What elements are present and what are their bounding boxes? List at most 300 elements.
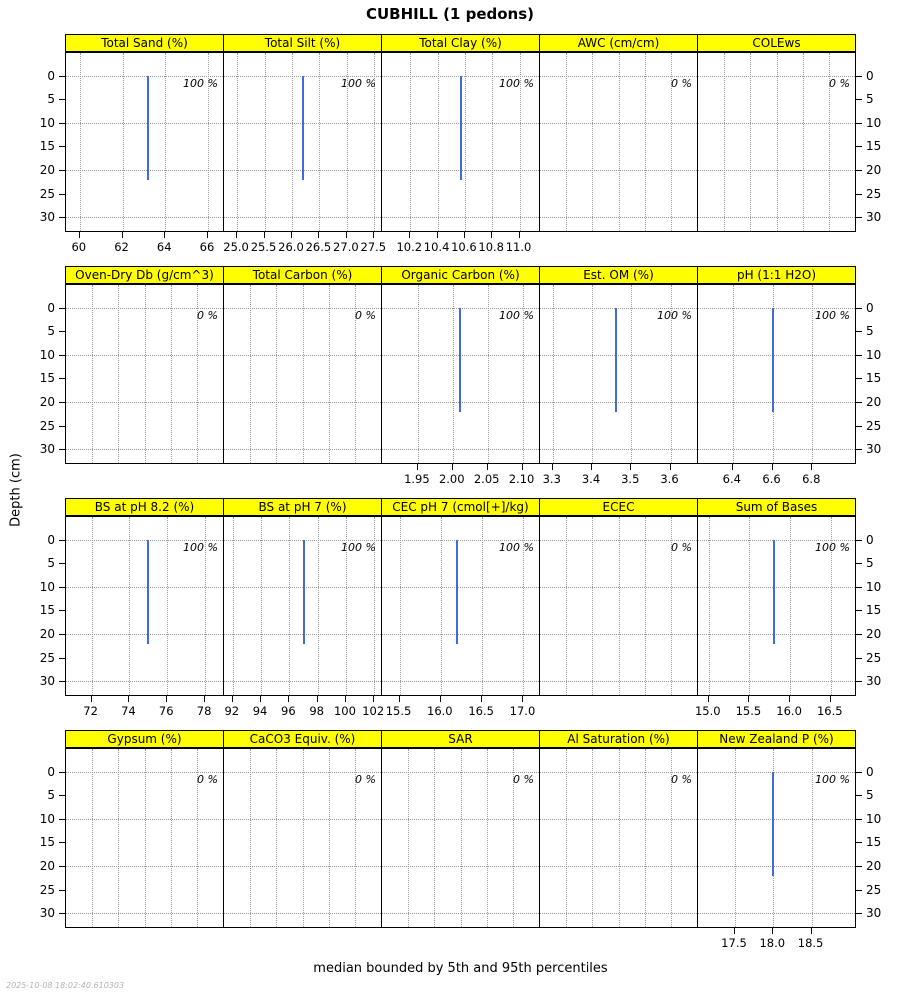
panel-strip [65, 266, 224, 284]
panel [381, 52, 540, 232]
depth-axis-tick [856, 540, 862, 541]
gridline [276, 749, 277, 927]
x-axis-tick-label: 72 [83, 704, 98, 718]
depth-axis-tick [59, 772, 65, 773]
depth-axis-tick [59, 563, 65, 564]
gridline [441, 517, 442, 695]
panel [697, 748, 856, 928]
x-axis-tick-label: 10.8 [478, 240, 505, 254]
x-axis-tick [166, 696, 167, 702]
gridline [698, 819, 855, 820]
depth-axis-tick [59, 146, 65, 147]
frequency-label: 0 % [355, 773, 376, 786]
x-axis-tick [630, 464, 631, 470]
depth-axis-tick [856, 913, 862, 914]
x-axis-tick-label: 3.3 [542, 472, 561, 486]
x-axis-tick-label: 76 [158, 704, 174, 718]
frequency-label: 100 % [183, 541, 218, 554]
depth-axis-tick [59, 587, 65, 588]
depth-axis-tick [59, 217, 65, 218]
depth-axis-tick-label: 25 [866, 418, 882, 433]
depth-axis-tick [856, 772, 862, 773]
x-axis-tick-label: 17.5 [721, 936, 747, 950]
gridline [382, 681, 539, 682]
depth-axis-tick [856, 890, 862, 891]
gridline [292, 53, 293, 231]
median-depth-line [456, 540, 458, 644]
gridline [237, 53, 238, 231]
gridline [233, 517, 234, 695]
x-axis-tick-label: 98 [309, 704, 324, 718]
panel [223, 516, 382, 696]
gridline [145, 285, 146, 463]
x-axis-tick-label: 60 [71, 240, 87, 254]
x-axis-tick [318, 232, 319, 238]
panel-strip-label: Total Silt (%) [264, 36, 341, 50]
depth-axis-tick [856, 355, 862, 356]
gridline [482, 517, 483, 695]
frequency-label: 100 % [499, 309, 534, 322]
x-axis-tick [748, 696, 749, 702]
depth-axis-tick [856, 819, 862, 820]
frequency-label: 100 % [815, 541, 850, 554]
frequency-label: 100 % [183, 77, 218, 90]
depth-axis-tick-label: 25 [39, 186, 55, 201]
depth-axis-tick [856, 402, 862, 403]
depth-axis-tick-label: 30 [866, 210, 882, 225]
depth-axis-tick-label: 10 [39, 579, 55, 594]
figure-caption: median bounded by 5th and 95th percentiles [313, 961, 608, 976]
frequency-label: 100 % [499, 541, 534, 554]
gridline [261, 517, 262, 695]
gridline [592, 285, 593, 463]
depth-axis-tick [856, 146, 862, 147]
gridline [790, 517, 791, 695]
depth-axis-tick-label: 5 [866, 788, 874, 803]
depth-axis-tick [856, 76, 862, 77]
depth-axis-tick [856, 449, 862, 450]
panel [223, 748, 382, 928]
median-depth-line [772, 772, 774, 876]
depth-axis-tick-label: 25 [39, 418, 55, 433]
panel [381, 516, 540, 696]
x-axis-tick-label: 18.0 [759, 936, 786, 950]
x-axis-tick [345, 696, 346, 702]
depth-axis-tick-label: 15 [39, 139, 55, 154]
depth-axis-tick [59, 866, 65, 867]
x-axis-tick [481, 696, 482, 702]
gridline [812, 285, 813, 463]
gridline [487, 749, 488, 927]
gridline [461, 749, 462, 927]
depth-axis-tick-label: 0 [866, 300, 874, 315]
gridline [803, 53, 804, 231]
panel-strip [65, 498, 224, 516]
depth-axis-tick [856, 610, 862, 611]
x-axis-tick-label: 25.5 [250, 240, 277, 254]
panel [381, 284, 540, 464]
x-axis-tick [207, 232, 208, 238]
gridline [553, 285, 554, 463]
x-axis-tick-label: 10.2 [396, 240, 423, 254]
x-axis-tick-label: 66 [199, 240, 215, 254]
x-axis-tick-label: 6.8 [802, 472, 821, 486]
depth-axis-tick [59, 681, 65, 682]
gridline [709, 517, 710, 695]
panel-strip [697, 266, 856, 284]
x-axis-tick-label: 17.0 [509, 704, 536, 718]
panel-strip [223, 730, 382, 748]
depth-axis-tick-label: 30 [39, 210, 55, 225]
gridline [698, 913, 855, 914]
x-axis-tick [164, 232, 165, 238]
gridline [66, 217, 223, 218]
x-axis-tick [708, 696, 709, 702]
panel [65, 284, 224, 464]
figure-title: CUBHILL (1 pedons) [365, 5, 535, 23]
panel-row-block [39, 34, 882, 254]
panel-strip [539, 34, 698, 52]
strip-row [65, 730, 856, 748]
panel-strip [381, 266, 540, 284]
depth-axis-tick-label: 10 [866, 347, 882, 362]
panel-strip [539, 730, 698, 748]
gridline [540, 355, 697, 356]
x-axis-tick-label: 6.4 [722, 472, 741, 486]
depth-axis-tick [856, 842, 862, 843]
x-axis-tick-label: 11.0 [505, 240, 532, 254]
depth-axis-tick [856, 563, 862, 564]
x-axis-tick [811, 464, 812, 470]
gridline [276, 285, 277, 463]
x-axis-tick-label: 15.5 [735, 704, 762, 718]
gridline [438, 53, 439, 231]
panel-strip-label: Est. OM (%) [583, 268, 654, 282]
depth-axis-tick-label: 25 [866, 650, 882, 665]
gridline [408, 749, 409, 927]
gridline [592, 749, 593, 927]
depth-axis-tick-label: 20 [39, 395, 55, 410]
median-depth-line [615, 308, 617, 412]
x-axis-tick [591, 464, 592, 470]
gridline [645, 749, 646, 927]
gridline [698, 402, 855, 403]
x-axis-tick-label: 25.0 [223, 240, 249, 254]
depth-axis-tick [59, 123, 65, 124]
depth-axis-tick-label: 5 [47, 788, 55, 803]
panel-strip-label: BS at pH 8.2 (%) [94, 500, 195, 514]
panel-strip [223, 498, 382, 516]
gridline [735, 749, 736, 927]
panel-row-block [39, 730, 882, 950]
depth-axis-tick [59, 913, 65, 914]
depth-axis-tick-label: 5 [47, 556, 55, 571]
depth-axis-tick [856, 378, 862, 379]
panel-strip-label: Sum of Bases [735, 500, 818, 514]
depth-axis-tick-label: 0 [47, 764, 55, 779]
panel [697, 516, 856, 696]
depth-axis-tick-label: 0 [866, 532, 874, 547]
depth-axis-tick [856, 426, 862, 427]
depth-axis-tick-label: 10 [39, 811, 55, 826]
depth-axis-tick-label: 5 [47, 92, 55, 107]
depth-axis-tick-label: 15 [866, 371, 882, 386]
x-axis-tick [373, 696, 374, 702]
depth-axis-tick [856, 658, 862, 659]
panel-strip-label: ECEC [602, 500, 635, 514]
gridline [492, 53, 493, 231]
panel-row [65, 516, 856, 696]
depth-axis-tick [59, 402, 65, 403]
panel [539, 748, 698, 928]
x-axis-tick-label: 92 [224, 704, 240, 718]
x-axis-tick [487, 464, 488, 470]
depth-axis-tick-label: 15 [39, 835, 55, 850]
depth-axis-tick-label: 20 [39, 163, 55, 178]
x-axis-tick [291, 232, 292, 238]
depth-axis-tick [59, 819, 65, 820]
x-axis-tick [452, 464, 453, 470]
panel-strip [65, 730, 224, 748]
depth-axis-tick-label: 10 [866, 579, 882, 594]
depth-axis-tick-label: 20 [39, 627, 55, 642]
panel [539, 516, 698, 696]
x-axis-tick [264, 232, 265, 238]
depth-axis-tick-label: 20 [866, 627, 882, 642]
panel-strip [539, 266, 698, 284]
gridline [592, 517, 593, 695]
x-axis-tick [670, 464, 671, 470]
x-axis-tick [373, 232, 374, 238]
depth-axis-tick [59, 76, 65, 77]
gridline [167, 517, 168, 695]
gridline [171, 749, 172, 927]
panel-row [65, 284, 856, 464]
gridline [698, 355, 855, 356]
panel-row-block [39, 266, 882, 486]
panel-strip-label: New Zealand P (%) [719, 732, 834, 746]
depth-axis-tick [59, 378, 65, 379]
gridline [619, 749, 620, 927]
frequency-label: 0 % [355, 309, 376, 322]
depth-axis-tick-label: 0 [866, 764, 874, 779]
median-depth-line [460, 76, 462, 180]
panel-strip [381, 34, 540, 52]
depth-axis-tick-label: 10 [866, 115, 882, 130]
gridline [619, 517, 620, 695]
x-axis-tick-label: 6.6 [762, 472, 781, 486]
strip-row [65, 266, 856, 284]
depth-axis-tick [59, 540, 65, 541]
x-axis-tick [122, 232, 123, 238]
x-axis-tick [789, 696, 790, 702]
gridline [777, 53, 778, 231]
panel-strip-label: Al Saturation (%) [567, 732, 670, 746]
depth-axis-tick [856, 194, 862, 195]
panel-row [65, 748, 856, 928]
panel-strip [381, 730, 540, 748]
x-axis-tick [346, 232, 347, 238]
gridline [80, 53, 81, 231]
frequency-label: 0 % [671, 773, 692, 786]
depth-axis-tick-label: 5 [47, 324, 55, 339]
gridline [329, 285, 330, 463]
median-depth-line [147, 540, 149, 644]
x-axis-tick-label: 27.0 [333, 240, 359, 254]
x-axis-tick-label: 102 [362, 704, 385, 718]
median-depth-line [302, 76, 304, 180]
gridline [319, 53, 320, 231]
depth-axis-tick [59, 610, 65, 611]
gridline [434, 749, 435, 927]
gridline [66, 123, 223, 124]
depth-axis-tick [856, 217, 862, 218]
panel [65, 748, 224, 928]
x-axis-tick [811, 928, 812, 934]
panel-strip-label: Total Clay (%) [419, 36, 502, 50]
depth-axis-tick-label: 15 [866, 139, 882, 154]
gridline [749, 517, 750, 695]
panel [223, 52, 382, 232]
panel-strip-label: Total Carbon (%) [252, 268, 353, 282]
frequency-label: 100 % [499, 77, 534, 90]
gridline [303, 285, 304, 463]
x-axis-tick-label: 26.5 [305, 240, 332, 254]
x-axis-tick [552, 464, 553, 470]
median-depth-line [459, 308, 461, 412]
depth-axis-tick [59, 308, 65, 309]
depth-axis-tick-label: 30 [866, 906, 882, 921]
gridline [733, 285, 734, 463]
x-axis-tick-label: 16.0 [427, 704, 453, 718]
x-axis-tick-label: 16.0 [776, 704, 802, 718]
x-axis-tick [399, 696, 400, 702]
median-depth-line [772, 308, 774, 412]
gridline [382, 449, 539, 450]
gridline [465, 53, 466, 231]
x-axis-tick-label: 15.0 [694, 704, 721, 718]
depth-axis-tick [856, 587, 862, 588]
frequency-label: 100 % [341, 541, 376, 554]
depth-axis-tick-label: 10 [39, 347, 55, 362]
gridline [566, 749, 567, 927]
depth-axis-tick-label: 10 [866, 811, 882, 826]
depth-axis-tick [856, 331, 862, 332]
depth-axis-tick-label: 25 [39, 882, 55, 897]
depth-axis-tick-label: 0 [47, 300, 55, 315]
depth-axis-tick [59, 842, 65, 843]
gridline [453, 285, 454, 463]
frequency-label: 0 % [513, 773, 534, 786]
depth-axis-tick-label: 5 [866, 92, 874, 107]
frequency-label: 100 % [815, 773, 850, 786]
depth-axis-tick [856, 170, 862, 171]
gridline [92, 517, 93, 695]
x-axis-tick [236, 232, 237, 238]
gridline [645, 517, 646, 695]
x-axis-tick [417, 464, 418, 470]
gridline [812, 749, 813, 927]
depth-axis-tick [59, 449, 65, 450]
depth-axis-tick [59, 99, 65, 100]
gridline [129, 517, 130, 695]
x-axis-tick [79, 232, 80, 238]
frequency-label: 100 % [341, 77, 376, 90]
gridline [418, 285, 419, 463]
x-axis-tick [91, 696, 92, 702]
x-axis-tick-label: 15.5 [385, 704, 412, 718]
gridline [303, 749, 304, 927]
panel-strip [65, 34, 224, 52]
depth-axis-tick-label: 30 [866, 674, 882, 689]
gridline [171, 285, 172, 463]
gridline [224, 681, 381, 682]
x-axis-tick [317, 696, 318, 702]
depth-axis-tick [59, 331, 65, 332]
gridline [224, 217, 381, 218]
x-axis-tick [734, 928, 735, 934]
x-axis-tick [772, 464, 773, 470]
x-axis-tick-label: 3.4 [581, 472, 601, 486]
gridline [698, 449, 855, 450]
x-axis-tick [232, 696, 233, 702]
panel [65, 516, 224, 696]
panel-strip-label: AWC (cm/cm) [577, 36, 660, 50]
x-axis-tick-label: 78 [196, 704, 212, 718]
x-axis-tick [260, 696, 261, 702]
gridline [400, 517, 401, 695]
gridline [123, 53, 124, 231]
depth-axis-tick-label: 0 [47, 532, 55, 547]
x-axis-tick [732, 464, 733, 470]
x-axis-tick-label: 18.5 [797, 936, 824, 950]
gridline [66, 681, 223, 682]
x-axis-tick [409, 232, 410, 238]
gridline [66, 587, 223, 588]
strip-row [65, 34, 856, 52]
depth-axis-tick-label: 15 [866, 835, 882, 850]
gridline [165, 53, 166, 231]
depth-axis-label: Depth (cm) [8, 453, 24, 527]
depth-axis-tick [856, 123, 862, 124]
frequency-label: 0 % [671, 77, 692, 90]
panel-strip-label: CEC pH 7 (cmol[+]/kg) [392, 500, 529, 514]
depth-axis-tick-label: 25 [39, 650, 55, 665]
panel-row [65, 52, 856, 232]
gridline [382, 634, 539, 635]
x-axis-tick [128, 696, 129, 702]
x-axis-tick [288, 696, 289, 702]
panel-strip [223, 266, 382, 284]
panel-strip-label: CaCO3 Equiv. (%) [249, 732, 356, 746]
panel-strip [381, 498, 540, 516]
gridline [488, 285, 489, 463]
gridline [382, 217, 539, 218]
x-axis-tick-label: 74 [121, 704, 136, 718]
gridline [289, 517, 290, 695]
depth-axis-tick-label: 25 [866, 186, 882, 201]
panel-strip-label: pH (1:1 H2O) [736, 268, 817, 282]
depth-axis-tick-label: 20 [39, 859, 55, 874]
gridline [619, 53, 620, 231]
panel [381, 748, 540, 928]
x-axis-tick-label: 10.6 [451, 240, 477, 254]
panel-strip-label: Organic Carbon (%) [401, 268, 520, 282]
x-axis-tick-label: 2.00 [438, 472, 465, 486]
gridline [118, 285, 119, 463]
median-depth-line [147, 76, 149, 180]
panel [697, 52, 856, 232]
